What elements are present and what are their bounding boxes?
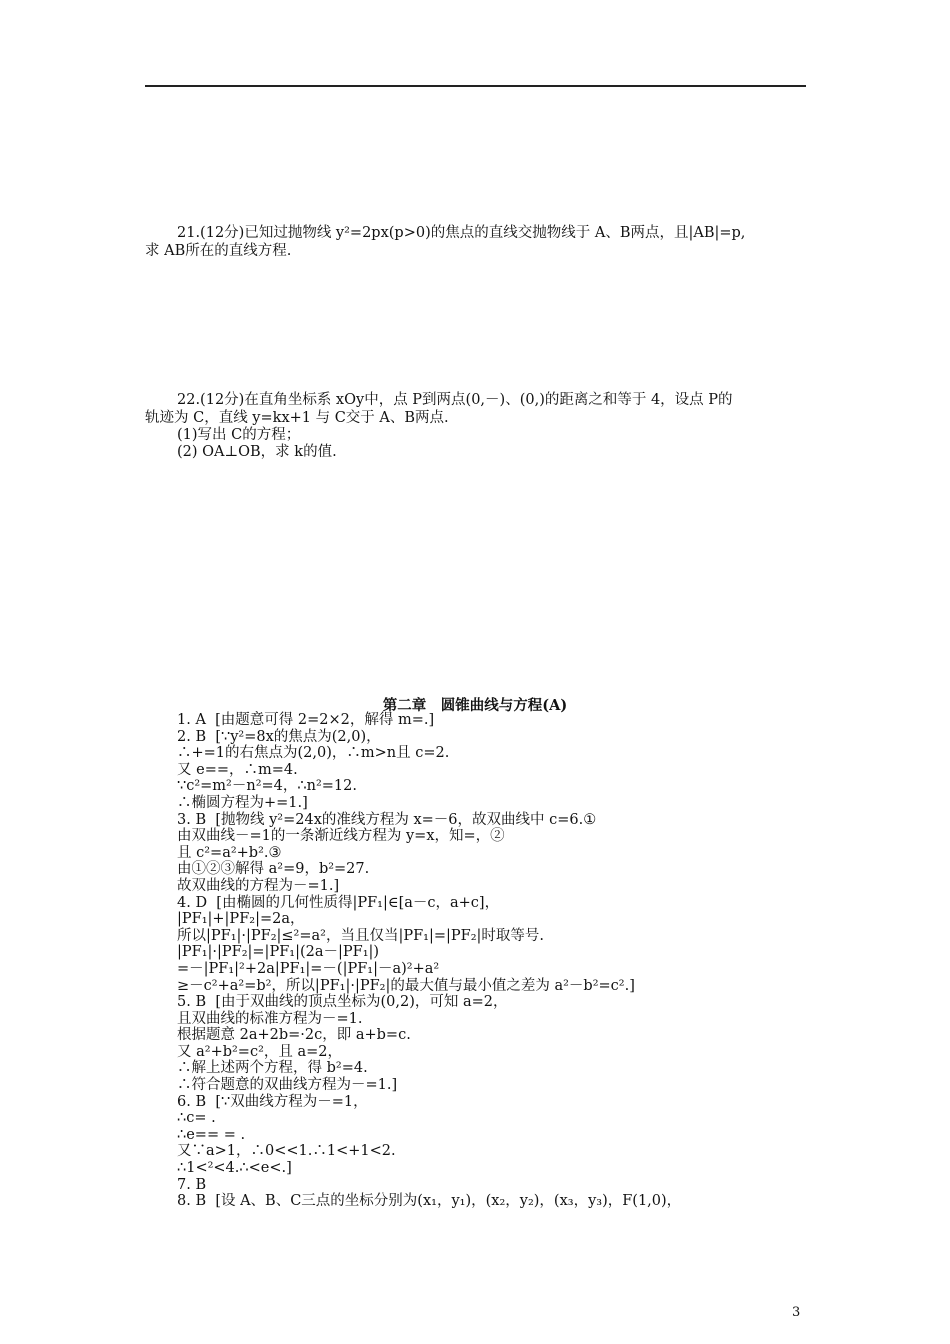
answer-line: 又 e==，∴m=4. — [177, 761, 298, 778]
answer-line: ∴c= . — [177, 1110, 216, 1127]
q22-part1: (1)写出 C的方程； — [177, 427, 301, 443]
answer-line: 8. B [设 A、B、C三点的坐标分别为(x₁，y₁)，(x₂，y₂)，(x₃，y₃)，F(1,0)， — [177, 1193, 682, 1210]
page-number: 3 — [792, 1305, 801, 1320]
answer-line: 又 a²+b²=c²，且 a=2， — [177, 1043, 343, 1060]
answer-line: 3. B [抛物线 y²=24x的准线方程为 x=－6，故双曲线中 c=6.① — [177, 811, 597, 828]
answer-line: 1. A [由题意可得 2=2×2，解得 m=.] — [177, 712, 435, 728]
answer-line: |PF₁|+|PF₂|=2a， — [177, 911, 305, 928]
answer-line: 5. B [由于双曲线的顶点坐标为(0,2)，可知 a=2， — [177, 994, 508, 1011]
q22-line1: 22.(12分)在直角坐标系 xOy中，点 P到两点(0,－)、(0,)的距离之和等于 4，设点 P的 — [177, 392, 733, 408]
answer-line: 由①②③解得 a²=9，b²=27. — [177, 861, 370, 878]
answer-line: ∴符合题意的双曲线方程为－=1.] — [177, 1077, 398, 1094]
answer-line: 6. B [∵双曲线方程为－=1， — [177, 1093, 368, 1110]
answer-line: |PF₁|·|PF₂|=|PF₁|(2a－|PF₁|) — [177, 944, 380, 961]
answer-line: ∵c²=m²－n²=4，∴n²=12. — [177, 778, 357, 795]
q21-line2: 求 AB所在的直线方程. — [145, 243, 292, 259]
answer-line: 7. B — [177, 1176, 207, 1193]
answer-line: 且 c²=a²+b².③ — [177, 844, 282, 861]
answer-line: ≥－c²+a²=b²，所以|PF₁|·|PF₂|的最大值与最小值之差为 a²－b²=c².] — [177, 977, 635, 994]
answer-line: 由双曲线－=1的一条渐近线方程为 y=x，知=，② — [177, 828, 505, 845]
answer-line: ∴+=1的右焦点为(2,0)，∴m>n且 c=2. — [177, 745, 450, 762]
answers-block — [177, 712, 817, 1210]
answer-line: ∴1<²<4.∴<e<.] — [177, 1160, 292, 1177]
answer-line: =－|PF₁|²+2a|PF₁|=－(|PF₁|－a)²+a² — [177, 960, 440, 977]
answer-line: 4. D [由椭圆的几何性质得|PF₁|∈[a－c，a+c]， — [177, 894, 500, 911]
answer-line: ∴解上述两个方程，得 b²=4. — [177, 1060, 368, 1077]
answer-line: 2. B [∵y²=8x的焦点为(2,0)， — [177, 728, 381, 745]
answer-line: 根据题意 2a+2b=·2c，即 a+b=c. — [177, 1027, 411, 1044]
answer-line: 又∵a>1，∴0<<1.∴1<+1<2. — [177, 1143, 396, 1160]
answer-line: ∴椭圆方程为+=1.] — [177, 794, 308, 811]
q21-line1: 21.(12分)已知过抛物线 y²=2px(p>0)的焦点的直线交抛物线于 A、B两点，且|AB|=p, — [177, 225, 746, 241]
q22-part2: (2) OA⊥OB，求 k的值. — [177, 444, 337, 460]
answer-line: ∴e== = . — [177, 1126, 246, 1143]
answer-line: 且双曲线的标准方程为－=1. — [177, 1010, 363, 1027]
answer-line: 故双曲线的方程为－=1.] — [177, 877, 340, 894]
answer-line: 所以|PF₁|·|PF₂|≤²=a²，当且仅当|PF₁|=|PF₂|时取等号. — [177, 927, 545, 944]
header-rule — [145, 85, 806, 87]
q22-line2: 轨迹为 C，直线 y=kx+1 与 C交于 A、B两点. — [145, 410, 449, 426]
answers-title: 第二章 圆锥曲线与方程(A) — [382, 697, 568, 714]
